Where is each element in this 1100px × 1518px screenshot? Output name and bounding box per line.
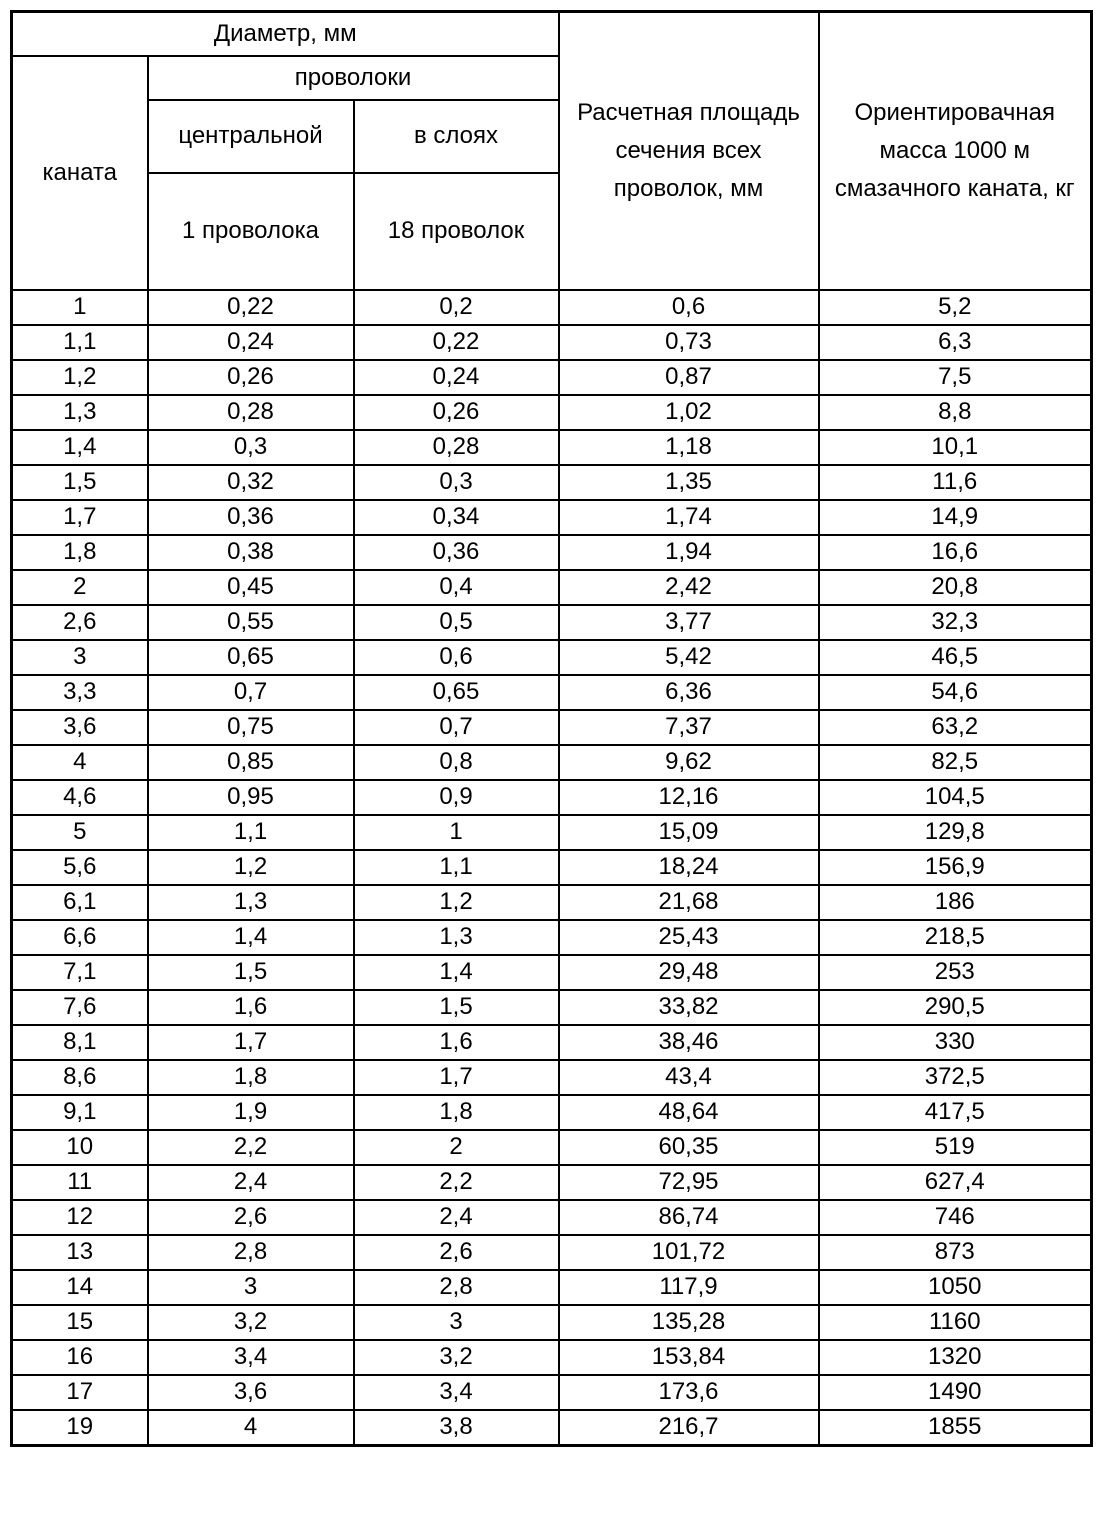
- table-cell: 117,9: [559, 1270, 819, 1305]
- table-row: [12, 1375, 1092, 1410]
- table-cell: 186: [819, 885, 1092, 920]
- table-cell: 0,85: [148, 745, 354, 780]
- table-cell: 2,2: [148, 1130, 354, 1165]
- table-cell: 1855: [819, 1410, 1092, 1446]
- table-cell: 0,3: [148, 430, 354, 465]
- table-cell: 8,6: [12, 1060, 148, 1095]
- table-cell: 1,6: [354, 1025, 559, 1060]
- table-row: [12, 1235, 1092, 1270]
- table-row: [12, 535, 1092, 570]
- header-wires-group: проволоки: [148, 56, 559, 100]
- table-cell: 1,2: [12, 360, 148, 395]
- table-row: [12, 1305, 1092, 1340]
- table-cell: 60,35: [559, 1130, 819, 1165]
- table-row: [12, 1340, 1092, 1375]
- table-row: [12, 570, 1092, 605]
- table-cell: 4: [148, 1410, 354, 1446]
- table-cell: 2,2: [354, 1165, 559, 1200]
- table-cell: 9,1: [12, 1095, 148, 1130]
- table-row: [12, 675, 1092, 710]
- table-cell: 3: [12, 640, 148, 675]
- table-cell: 15,09: [559, 815, 819, 850]
- table-cell: 8,1: [12, 1025, 148, 1060]
- table-cell: 1,35: [559, 465, 819, 500]
- header-row-diameter: [12, 12, 1092, 56]
- table-cell: 29,48: [559, 955, 819, 990]
- table-cell: 0,65: [148, 640, 354, 675]
- table-cell: 6,6: [12, 920, 148, 955]
- table-cell: 0,34: [354, 500, 559, 535]
- table-row: [12, 990, 1092, 1025]
- table-row: [12, 640, 1092, 675]
- table-cell: 2,4: [354, 1200, 559, 1235]
- table-cell: 2,6: [148, 1200, 354, 1235]
- table-row: [12, 1130, 1092, 1165]
- table-cell: 1,8: [12, 535, 148, 570]
- table-cell: 1,3: [354, 920, 559, 955]
- table-cell: 3,2: [148, 1305, 354, 1340]
- table-cell: 627,4: [819, 1165, 1092, 1200]
- table-cell: 86,74: [559, 1200, 819, 1235]
- table-cell: 21,68: [559, 885, 819, 920]
- table-cell: 0,26: [354, 395, 559, 430]
- table-cell: 2,42: [559, 570, 819, 605]
- table-cell: 43,4: [559, 1060, 819, 1095]
- table-cell: 10,1: [819, 430, 1092, 465]
- table-cell: 0,2: [354, 290, 559, 325]
- table-cell: 104,5: [819, 780, 1092, 815]
- table-cell: 0,22: [148, 290, 354, 325]
- table-cell: 0,24: [148, 325, 354, 360]
- table-cell: 129,8: [819, 815, 1092, 850]
- table-cell: 0,24: [354, 360, 559, 395]
- table-row: [12, 815, 1092, 850]
- table-cell: 3,77: [559, 605, 819, 640]
- table-cell: 519: [819, 1130, 1092, 1165]
- table-row: [12, 710, 1092, 745]
- rope-diameter-table: [10, 10, 1093, 1447]
- header-section-area: Расчетная площадь сечения всех проволок, мм: [559, 12, 819, 290]
- table-cell: 1,1: [354, 850, 559, 885]
- table-cell: 156,9: [819, 850, 1092, 885]
- table-body: [12, 290, 1092, 1446]
- table-cell: 16,6: [819, 535, 1092, 570]
- table-cell: 15: [12, 1305, 148, 1340]
- table-row: [12, 325, 1092, 360]
- header-mass: Ориентировачная масса 1000 м смазачного каната, кг: [819, 12, 1092, 290]
- table-cell: 0,73: [559, 325, 819, 360]
- table-cell: 7,6: [12, 990, 148, 1025]
- table-cell: 2: [12, 570, 148, 605]
- table-cell: 54,6: [819, 675, 1092, 710]
- table-cell: 1,8: [148, 1060, 354, 1095]
- table-cell: 1,74: [559, 500, 819, 535]
- table-cell: 11: [12, 1165, 148, 1200]
- header-rope: каната: [12, 56, 148, 290]
- table-cell: 0,45: [148, 570, 354, 605]
- table-cell: 6,3: [819, 325, 1092, 360]
- table-cell: 1,8: [354, 1095, 559, 1130]
- table-cell: 0,28: [354, 430, 559, 465]
- table-row: [12, 395, 1092, 430]
- table-cell: 1,7: [12, 500, 148, 535]
- table-cell: 12: [12, 1200, 148, 1235]
- table-row: [12, 465, 1092, 500]
- table-cell: 0,75: [148, 710, 354, 745]
- table-cell: 5,2: [819, 290, 1092, 325]
- table-cell: 0,38: [148, 535, 354, 570]
- table-cell: 10: [12, 1130, 148, 1165]
- table-cell: 14,9: [819, 500, 1092, 535]
- table-row: [12, 920, 1092, 955]
- table-cell: 7,5: [819, 360, 1092, 395]
- table-cell: 1050: [819, 1270, 1092, 1305]
- table-header: [12, 12, 1092, 290]
- table-cell: 0,9: [354, 780, 559, 815]
- table-cell: 17: [12, 1375, 148, 1410]
- table-row: [12, 290, 1092, 325]
- table-row: [12, 955, 1092, 990]
- table-cell: 72,95: [559, 1165, 819, 1200]
- table-cell: 63,2: [819, 710, 1092, 745]
- table-cell: 6,1: [12, 885, 148, 920]
- table-cell: 173,6: [559, 1375, 819, 1410]
- table-cell: 1: [12, 290, 148, 325]
- table-cell: 417,5: [819, 1095, 1092, 1130]
- table-cell: 0,95: [148, 780, 354, 815]
- table-cell: 8,8: [819, 395, 1092, 430]
- table-cell: 2,8: [148, 1235, 354, 1270]
- table-cell: 1: [354, 815, 559, 850]
- table-cell: 0,65: [354, 675, 559, 710]
- table-row: [12, 850, 1092, 885]
- table-cell: 7,37: [559, 710, 819, 745]
- table-cell: 2: [354, 1130, 559, 1165]
- table-cell: 1,7: [354, 1060, 559, 1095]
- table-cell: 1,3: [148, 885, 354, 920]
- table-cell: 1,5: [354, 990, 559, 1025]
- table-cell: 0,55: [148, 605, 354, 640]
- table-cell: 32,3: [819, 605, 1092, 640]
- table-cell: 20,8: [819, 570, 1092, 605]
- table-cell: 5,42: [559, 640, 819, 675]
- table-cell: 1,3: [12, 395, 148, 430]
- table-cell: 0,22: [354, 325, 559, 360]
- table-cell: 101,72: [559, 1235, 819, 1270]
- table-cell: 18,24: [559, 850, 819, 885]
- table-cell: 1,94: [559, 535, 819, 570]
- table-cell: 3: [148, 1270, 354, 1305]
- table-cell: 0,26: [148, 360, 354, 395]
- table-cell: 19: [12, 1410, 148, 1446]
- table-row: [12, 500, 1092, 535]
- table-cell: 11,6: [819, 465, 1092, 500]
- table-row: [12, 1060, 1092, 1095]
- table-cell: 372,5: [819, 1060, 1092, 1095]
- table-cell: 153,84: [559, 1340, 819, 1375]
- table-cell: 1,4: [12, 430, 148, 465]
- table-cell: 2,6: [354, 1235, 559, 1270]
- table-cell: 2,6: [12, 605, 148, 640]
- table-row: [12, 1270, 1092, 1305]
- table-cell: 0,36: [148, 500, 354, 535]
- table-cell: 46,5: [819, 640, 1092, 675]
- table-row: [12, 1025, 1092, 1060]
- table-row: [12, 745, 1092, 780]
- table-cell: 2,8: [354, 1270, 559, 1305]
- table-cell: 0,4: [354, 570, 559, 605]
- header-central-wire: центральной: [148, 100, 354, 173]
- table-cell: 1,2: [354, 885, 559, 920]
- table-cell: 0,36: [354, 535, 559, 570]
- table-cell: 3,3: [12, 675, 148, 710]
- table-cell: 3,8: [354, 1410, 559, 1446]
- table-cell: 82,5: [819, 745, 1092, 780]
- table-cell: 290,5: [819, 990, 1092, 1025]
- header-layer-wires: в слоях: [354, 100, 559, 173]
- table-cell: 0,87: [559, 360, 819, 395]
- table-cell: 38,46: [559, 1025, 819, 1060]
- table-row: [12, 1165, 1092, 1200]
- table-cell: 135,28: [559, 1305, 819, 1340]
- table-cell: 746: [819, 1200, 1092, 1235]
- table-cell: 1,2: [148, 850, 354, 885]
- header-one-wire: 1 проволока: [148, 173, 354, 290]
- table-cell: 873: [819, 1235, 1092, 1270]
- table-row: [12, 1095, 1092, 1130]
- table-cell: 1490: [819, 1375, 1092, 1410]
- table-cell: 2,4: [148, 1165, 354, 1200]
- table-cell: 4: [12, 745, 148, 780]
- table-row: [12, 430, 1092, 465]
- table-cell: 1,5: [12, 465, 148, 500]
- table-cell: 1,02: [559, 395, 819, 430]
- table-row: [12, 885, 1092, 920]
- table-cell: 5: [12, 815, 148, 850]
- table-cell: 1,1: [148, 815, 354, 850]
- table-cell: 0,7: [148, 675, 354, 710]
- table-cell: 1,4: [354, 955, 559, 990]
- table-cell: 5,6: [12, 850, 148, 885]
- table-cell: 6,36: [559, 675, 819, 710]
- table-cell: 218,5: [819, 920, 1092, 955]
- table-cell: 1,7: [148, 1025, 354, 1060]
- table-cell: 3,4: [354, 1375, 559, 1410]
- table-row: [12, 1410, 1092, 1446]
- table-cell: 4,6: [12, 780, 148, 815]
- table-cell: 3,2: [354, 1340, 559, 1375]
- table-cell: 0,5: [354, 605, 559, 640]
- table-cell: 1320: [819, 1340, 1092, 1375]
- table-cell: 3,6: [148, 1375, 354, 1410]
- table-cell: 7,1: [12, 955, 148, 990]
- table-cell: 1,1: [12, 325, 148, 360]
- table-cell: 1,5: [148, 955, 354, 990]
- table-cell: 3,4: [148, 1340, 354, 1375]
- table-cell: 216,7: [559, 1410, 819, 1446]
- table-cell: 3: [354, 1305, 559, 1340]
- table-cell: 0,32: [148, 465, 354, 500]
- table-cell: 14: [12, 1270, 148, 1305]
- table-row: [12, 605, 1092, 640]
- table-row: [12, 360, 1092, 395]
- table-cell: 1160: [819, 1305, 1092, 1340]
- table-cell: 0,3: [354, 465, 559, 500]
- table-cell: 9,62: [559, 745, 819, 780]
- table-cell: 12,16: [559, 780, 819, 815]
- table-cell: 253: [819, 955, 1092, 990]
- table-cell: 0,6: [354, 640, 559, 675]
- table-cell: 1,9: [148, 1095, 354, 1130]
- table-cell: 330: [819, 1025, 1092, 1060]
- table-row: [12, 1200, 1092, 1235]
- table-cell: 13: [12, 1235, 148, 1270]
- table-cell: 33,82: [559, 990, 819, 1025]
- table-cell: 16: [12, 1340, 148, 1375]
- header-eighteen-wires: 18 проволок: [354, 173, 559, 290]
- table-cell: 48,64: [559, 1095, 819, 1130]
- table-cell: 0,28: [148, 395, 354, 430]
- table-row: [12, 780, 1092, 815]
- table-cell: 0,8: [354, 745, 559, 780]
- table-cell: 1,4: [148, 920, 354, 955]
- table-cell: 3,6: [12, 710, 148, 745]
- table-cell: 1,6: [148, 990, 354, 1025]
- header-diameter-group: Диаметр, мм: [12, 12, 559, 56]
- table-cell: 1,18: [559, 430, 819, 465]
- table-cell: 0,6: [559, 290, 819, 325]
- table-cell: 25,43: [559, 920, 819, 955]
- table-cell: 0,7: [354, 710, 559, 745]
